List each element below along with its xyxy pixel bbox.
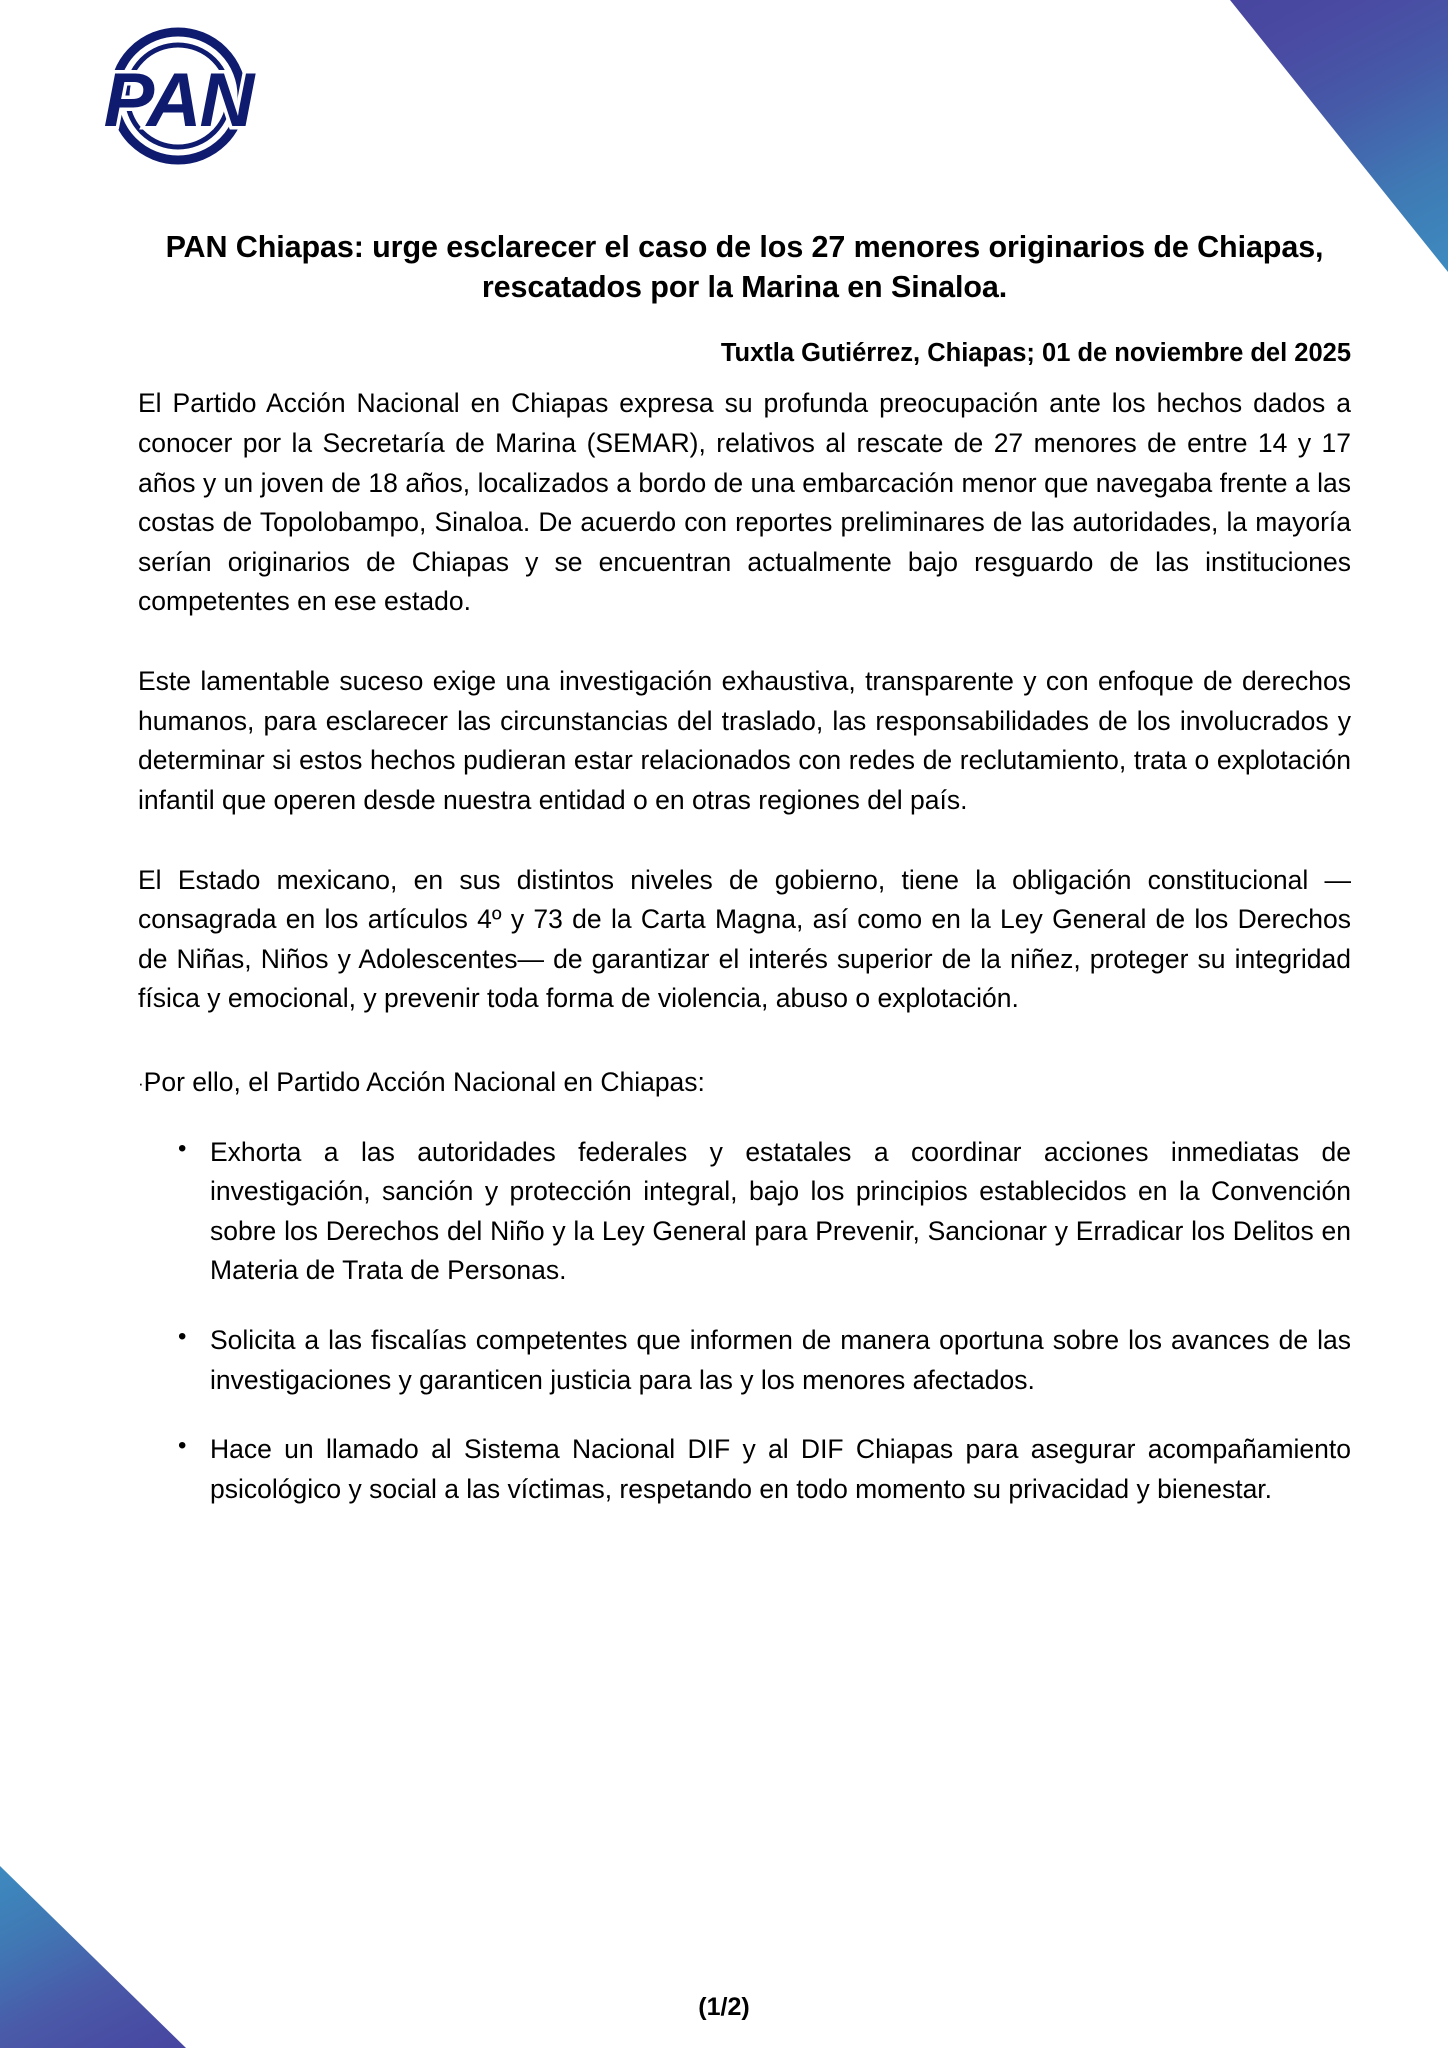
page-number: (1/2) [698, 1993, 750, 2021]
pan-logo [72, 22, 284, 170]
body-paragraph-2: Este lamentable suceso exige una investigación exhaustiva, transparente y con enfoque de derechos humanos, para esclarecer las circunstancias del traslado, las responsabilidades de los involucrados y determinar si estos hechos pudieran estar relacionados con redes de reclutamiento, trata o explotación infantil que operen desde nuestra entidad o en otras regiones del país. [138, 666, 1351, 815]
body-paragraph-1: El Partido Acción Nacional en Chiapas expresa su profunda preocupación ante los hechos dados a conocer por la Secretaría de Marina (SEMAR), relativos al rescate de 27 menores de entre 14 y 17 años y un joven de 18 años, localizados a bordo de una embarcación menor que navegaba frente a las costas de Topolobampo, Sinaloa. De acuerdo con reportes preliminares de las autoridades, la mayoría serían originarios de Chiapas y se encuentran actualmente bajo resguardo de las instituciones competentes en ese estado. [138, 388, 1351, 617]
document-content [138, 0, 1351, 1509]
svg-text:PAN: PAN [103, 58, 253, 143]
list-item: • Hace un llamado al Sistema Nacional DIF y al DIF Chiapas para asegurar acompañamiento psicológico y social a las víctimas, respetando en todo momento su privacidad y bienestar. [176, 1430, 1351, 1509]
lead-in-text: Por ello, el Partido Acción Nacional en Chiapas: [143, 1066, 705, 1097]
list-item: • Exhorta a las autoridades federales y estatales a coordinar acciones inmediatas de investigación, sanción y protección integral, bajo los principios establecidos en la Convención sobre los Derechos del Niño y la Ley General para Prevenir, Sancionar y Erradicar los Delitos en Materia de Trata de Personas. [176, 1133, 1351, 1291]
demand-list [138, 1133, 1351, 1510]
body-paragraph-3: El Estado mexicano, en sus distintos niveles de gobierno, tiene la obligación constitucional —consagrada en los artículos 4º y 73 de la Carta Magna, así como en la Ley General de los Derechos de Niñas, Niños y Adolescentes— de garantizar el interés superior de la niñez, proteger su integridad física y emocional, y prevenir toda forma de violencia, abuso o explotación. [138, 864, 1351, 1014]
lead-in-line [138, 1063, 1351, 1103]
dateline: Tuxtla Gutiérrez, Chiapas; 01 de noviembre del 2025 [720, 339, 1351, 368]
lead-in-dot: · [138, 1073, 144, 1093]
list-item: • Solicita a las fiscalías competentes que informen de manera oportuna sobre los avances de las investigaciones y garanticen justicia para las y los menores afectados. [176, 1321, 1351, 1400]
page-title: PAN Chiapas: urge esclarecer el caso de los 27 menores originarios de Chiapas, rescatados por la Marina en Sinaloa. [165, 230, 1324, 304]
